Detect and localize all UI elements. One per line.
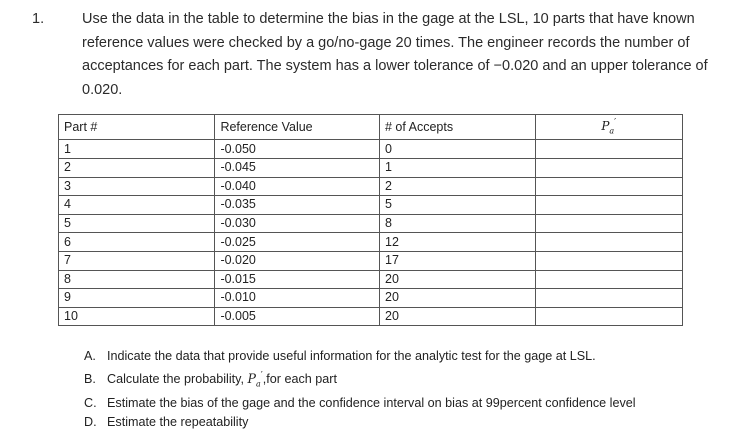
cell-part: 10 xyxy=(59,307,215,326)
cell-part: 7 xyxy=(59,251,215,270)
cell-accepts: 0 xyxy=(380,140,536,159)
cell-pa xyxy=(535,158,682,177)
header-part: Part # xyxy=(59,115,215,140)
cell-part: 4 xyxy=(59,196,215,215)
question-number: 1. xyxy=(32,11,45,27)
cell-pa xyxy=(535,289,682,308)
task-list xyxy=(84,347,636,433)
task-text-pre: Calculate the probability, xyxy=(107,371,248,386)
pa-symbol-inline: $P_a'$ xyxy=(247,370,263,389)
cell-part: 8 xyxy=(59,270,215,289)
cell-pa xyxy=(535,177,682,196)
task-text: Indicate the data that provide useful information for the analytic test for the gage at LSL. xyxy=(107,349,596,363)
cell-reference-value: -0.005 xyxy=(215,307,380,326)
cell-reference-value: -0.025 xyxy=(215,233,380,252)
table-row xyxy=(59,140,683,159)
task-b xyxy=(84,367,636,394)
cell-accepts: 2 xyxy=(380,177,536,196)
cell-accepts: 12 xyxy=(380,233,536,252)
header-reference-value: Reference Value xyxy=(215,115,380,140)
cell-pa xyxy=(535,307,682,326)
cell-part: 2 xyxy=(59,158,215,177)
task-letter: C. xyxy=(84,395,97,410)
table-row xyxy=(59,289,683,308)
table-row xyxy=(59,251,683,270)
cell-pa xyxy=(535,270,682,289)
data-table xyxy=(58,114,683,326)
cell-part: 5 xyxy=(59,214,215,233)
table-row xyxy=(59,158,683,177)
cell-accepts: 17 xyxy=(380,251,536,270)
task-letter: B. xyxy=(84,371,96,386)
table-row xyxy=(59,196,683,215)
cell-pa xyxy=(535,214,682,233)
cell-pa xyxy=(535,140,682,159)
table-row xyxy=(59,177,683,196)
task-letter: A. xyxy=(84,349,96,363)
cell-accepts: 1 xyxy=(380,158,536,177)
cell-accepts: 20 xyxy=(380,307,536,326)
cell-reference-value: -0.040 xyxy=(215,177,380,196)
table-row xyxy=(59,270,683,289)
cell-part: 3 xyxy=(59,177,215,196)
table-row xyxy=(59,307,683,326)
cell-accepts: 8 xyxy=(380,214,536,233)
cell-part: 6 xyxy=(59,233,215,252)
cell-part: 1 xyxy=(59,140,215,159)
cell-reference-value: -0.020 xyxy=(215,251,380,270)
cell-pa xyxy=(535,233,682,252)
question-text: Use the data in the table to determine the bias in the gage at the LSL, 10 parts that have known reference values were checked by a go/no-gage 20 times. The engineer records the number of acceptances for each part. The system has a lower tolerance of −0.020 and an upper tolerance of 0.020. xyxy=(82,11,708,98)
task-text: Estimate the bias of the gage and the confidence interval on bias at 99percent confidence level xyxy=(107,395,636,410)
task-text-post: ,for each part xyxy=(262,371,338,386)
cell-reference-value: -0.050 xyxy=(215,140,380,159)
task-a xyxy=(84,347,636,367)
cell-reference-value: -0.035 xyxy=(215,196,380,215)
task-c xyxy=(84,394,636,414)
cell-reference-value: -0.015 xyxy=(215,270,380,289)
cell-pa xyxy=(535,196,682,215)
cell-pa xyxy=(535,251,682,270)
cell-part: 9 xyxy=(59,289,215,308)
table-row xyxy=(59,233,683,252)
cell-reference-value: -0.045 xyxy=(215,158,380,177)
cell-accepts: 20 xyxy=(380,270,536,289)
cell-reference-value: -0.030 xyxy=(215,214,380,233)
header-pa xyxy=(535,115,682,140)
cell-reference-value: -0.010 xyxy=(215,289,380,308)
cell-accepts: 5 xyxy=(380,196,536,215)
table-row xyxy=(59,214,683,233)
task-d xyxy=(84,413,636,433)
table-body xyxy=(59,140,683,326)
task-letter: D. xyxy=(84,415,97,430)
task-text: Estimate the repeatability xyxy=(107,415,249,430)
pa-symbol: $P_a'$ xyxy=(601,118,617,136)
cell-accepts: 20 xyxy=(380,289,536,308)
header-accepts: # of Accepts xyxy=(380,115,536,140)
table-header-row xyxy=(59,115,683,140)
